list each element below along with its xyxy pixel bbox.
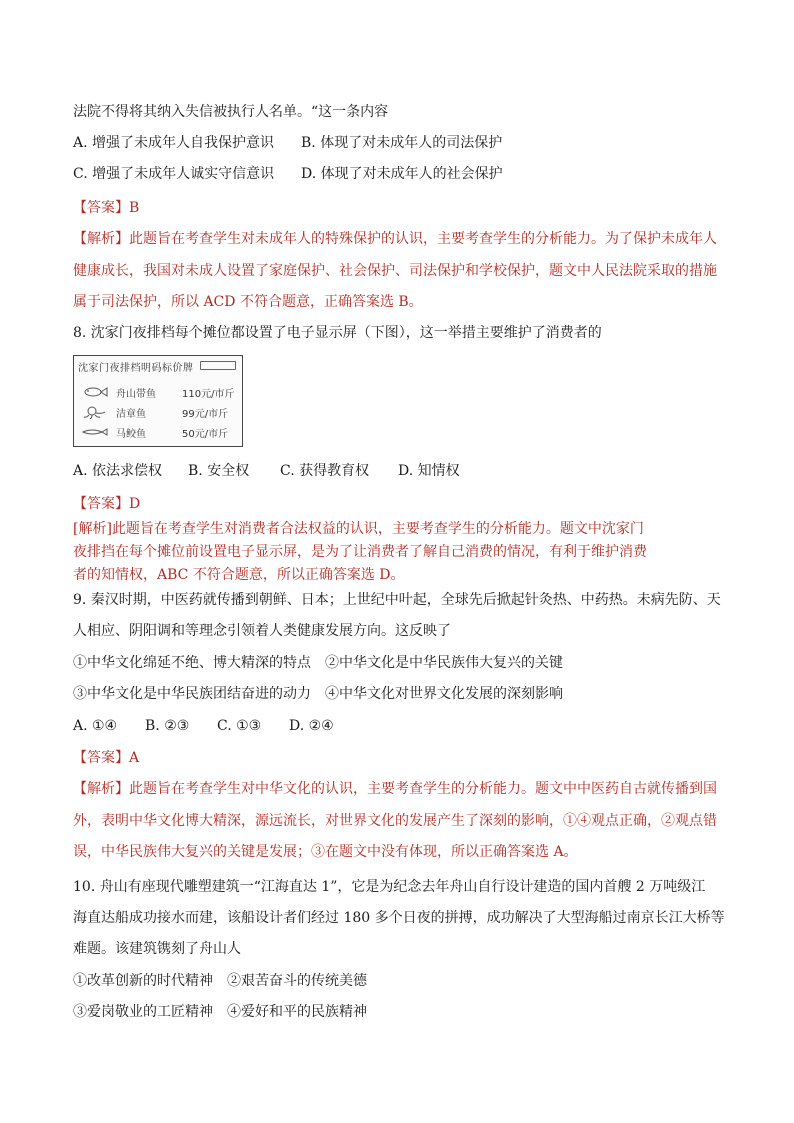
- option-a: A. ①④: [73, 718, 118, 734]
- analysis-line: 者的知情权，ABC 不符合题意，所以正确答案选 D。: [73, 567, 405, 583]
- question-10-statements: ③爱岗敬业的工匠精神 ④爱好和平的民族精神: [73, 1004, 367, 1020]
- question-7-analysis: [73, 224, 725, 319]
- price-row: [82, 403, 238, 421]
- question-8-answer: [73, 494, 140, 514]
- fish-name: 洁章鱼: [116, 409, 146, 420]
- answer-label: 【答案】: [73, 496, 129, 512]
- price-row: [82, 423, 238, 441]
- question-7-options-row-1: [73, 133, 502, 153]
- analysis-line: [解析]此题旨在考查学生对消费者合法权益的认识，主要考查学生的分析能力。题文中沈家门: [73, 521, 644, 537]
- price-row: [82, 383, 238, 401]
- analysis-label: 【解析】: [73, 781, 129, 797]
- analysis-line: 误，中华民族伟大复兴的关键是发展；③在题文中没有体现，所以正确答案选 A。: [73, 844, 578, 860]
- question-7-answer: [73, 198, 139, 218]
- answer-value: B: [129, 200, 140, 216]
- analysis-line: 属于司法保护，所以 ACD 不符合题意，正确答案选 B。: [73, 294, 423, 310]
- price-board-image: [73, 355, 243, 447]
- option-d: D. 体现了对未成年人的社会保护: [301, 166, 503, 182]
- option-b: B. 体现了对未成年人的司法保护: [301, 135, 503, 151]
- question-10-stem: 海直达船成功接水而建，该船设计者们经过 180 多个日夜的拼搏，成功解决了大型海船过南京长江大桥等: [73, 910, 725, 926]
- question-9-options: [73, 716, 334, 736]
- question-8-analysis: [73, 518, 725, 587]
- analysis-line: 夜排挡在每个摊位前设置电子显示屏，是为了让消费者了解自己消费的情况，有利于维护消费: [73, 544, 647, 560]
- option-b: B. 安全权: [188, 463, 250, 479]
- fish-name: 舟山带鱼: [116, 389, 156, 400]
- price-board-title: 沈家门夜排档明码标价牌: [78, 363, 194, 374]
- question-10-stem: 10. 舟山有座现代雕塑建筑一“江海直达 1”，它是为纪念去年舟山自行设计建造的国内首艘 2 万吨级江: [73, 879, 706, 895]
- option-a: A. 依法求偿权: [73, 463, 163, 479]
- fish-icon: [82, 405, 108, 419]
- answer-value: D: [129, 496, 141, 512]
- analysis-label: 【解析】: [73, 231, 129, 247]
- question-7-options-row-2: [73, 164, 503, 184]
- question-9-statements: ③中华文化是中华民族团结奋进的动力 ④中华文化对世界文化发展的深刻影响: [73, 686, 563, 702]
- question-8-options: [73, 461, 460, 481]
- option-b: B. ②③: [145, 718, 190, 734]
- fish-icon: [82, 385, 108, 399]
- analysis-line: 【解析】此题旨在考查学生对中华文化的认识，主要考查学生的分析能力。题文中中医药自古就传播到国: [73, 781, 717, 797]
- question-10-stem: 难题。该建筑镌刻了舟山人: [73, 941, 241, 957]
- question-9-statements: ①中华文化绵延不绝、博大精深的特点 ②中华文化是中华民族伟大复兴的关键: [73, 655, 563, 671]
- analysis-line: 健康成长，我国对未成人设置了家庭保护、社会保护、司法保护和学校保护，题文中人民法院采取的措施: [73, 262, 717, 279]
- question-9-stem: 9. 秦汉时期，中医药就传播到朝鲜、日本；上世纪中叶起，全球先后掀起针灸热、中药热。未病先防、天: [73, 592, 721, 608]
- option-a: A. 增强了未成年人自我保护意识: [73, 135, 275, 151]
- answer-label: 【答案】: [73, 750, 129, 766]
- question-10-statements: ①改革创新的时代精神 ②艰苦奋斗的传统美德: [73, 973, 367, 989]
- answer-label: 【答案】: [73, 200, 129, 216]
- option-c: C. ①③: [217, 718, 262, 734]
- analysis-line: 【解析】此题旨在考查学生对未成年人的特殊保护的认识，主要考查学生的分析能力。为了保护未成年人: [73, 231, 717, 247]
- question-9-stem: 人相应、阴阳调和等理念引领着人类健康发展方向。这反映了: [73, 623, 451, 639]
- option-c: C. 增强了未成年人诚实守信意识: [73, 166, 275, 182]
- fish-icon: [82, 425, 108, 439]
- fish-price: 50元/市斤: [182, 429, 229, 440]
- option-d: D. 知情权: [398, 463, 460, 479]
- fish-price: 110元/市斤: [182, 389, 235, 400]
- analysis-line: 外，表明中华文化博大精深，源远流长，对世界文化的发展产生了深刻的影响，①④观点正确，②观点错: [73, 812, 717, 829]
- fish-name: 马鲛鱼: [116, 429, 146, 440]
- question-9-analysis: [73, 774, 725, 869]
- answer-value: A: [129, 750, 140, 766]
- question-8-stem: 8. 沈家门夜排档每个摊位都设置了电子显示屏（下图），这一举措主要维护了消费者的: [73, 325, 602, 341]
- fish-price: 99元/市斤: [182, 409, 229, 420]
- option-d: D. ②④: [289, 718, 334, 734]
- question-9-answer: [73, 748, 139, 768]
- option-c: C. 获得教育权: [280, 463, 370, 479]
- question-7-stem-end: 法院不得将其纳入失信被执行人名单。“这一条内容: [73, 104, 389, 120]
- price-tag-icon: [200, 361, 236, 370]
